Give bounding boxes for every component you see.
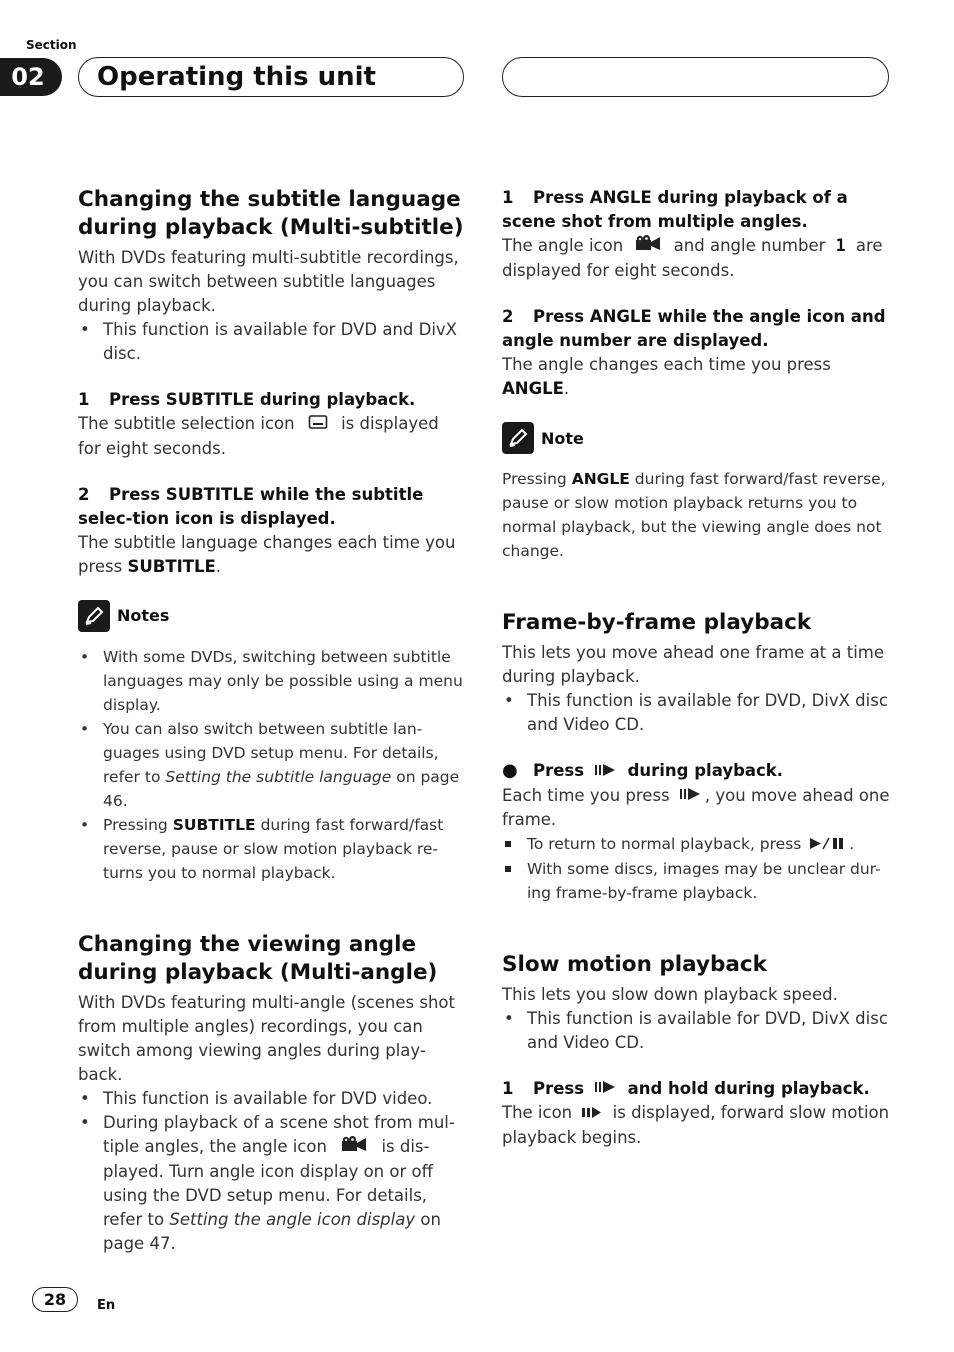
frame-bullet: • This function is available for DVD, DivX disc and Video CD. xyxy=(502,689,890,737)
frame-intro: This lets you move ahead one frame at a time during playback. xyxy=(502,643,885,686)
frame-sq-1 xyxy=(502,832,890,857)
text: The subtitle language changes each time you press xyxy=(78,532,456,576)
subtitle-intro: With DVDs featuring multi-subtitle recordings, you can switch between subtitle languages during playback. xyxy=(78,248,459,315)
text: , you move ahead one frame. xyxy=(502,785,890,829)
text: The angle icon xyxy=(502,236,624,255)
text: The icon xyxy=(502,1103,573,1122)
angle-step1 xyxy=(502,186,890,234)
text: during fast forward/fast reverse, pause or slow motion playback re-turns you to normal playback. xyxy=(103,815,444,882)
text: Pressing xyxy=(502,470,567,488)
note-title: Note xyxy=(541,428,584,448)
text: . xyxy=(563,379,570,398)
text: are displayed for eight seconds. xyxy=(502,236,883,280)
frame-advance-icon xyxy=(594,760,618,784)
frame-advance-icon xyxy=(594,1077,618,1101)
text: You can also switch between subtitle lan-guages using DVD setup menu. For details, refer to xyxy=(103,719,439,786)
angle-intro: With DVDs featuring multi-angle (scenes shot from multiple angles) recordings, you can switch among viewing angles during play-back. xyxy=(78,992,455,1084)
cross-reference: Setting the subtitle language xyxy=(165,767,392,786)
slow-bullet: • This function is available for DVD, DivX disc and Video CD. xyxy=(502,1007,890,1055)
angle-icon xyxy=(634,234,662,259)
cross-reference: Setting the angle icon display xyxy=(169,1209,416,1229)
angle-step2-text xyxy=(502,353,890,401)
frame-sq-2: With some discs, images may be unclear dur-ing frame-by-frame playback. xyxy=(502,857,890,905)
right-column xyxy=(502,186,890,1150)
angle-step2 xyxy=(502,305,890,353)
angle-step1-text xyxy=(502,234,890,283)
text: during fast forward/fast reverse, pause or slow motion playback returns you to normal playback, but the viewing angle does not change. xyxy=(502,470,886,560)
text: The subtitle selection icon xyxy=(78,414,295,433)
step-bullet-icon: ● xyxy=(502,760,518,781)
text: During playback of a scene shot from mul-tiple angles, the angle icon xyxy=(103,1112,455,1156)
subtitle-note-2 xyxy=(78,717,466,813)
notes-title: Notes xyxy=(117,606,170,625)
subtitle-step1-text xyxy=(78,412,466,461)
subtitle-bullet: • This function is available for DVD and DivX disc. xyxy=(78,318,466,366)
subtitle-step1 xyxy=(78,388,466,412)
text: Each time you press xyxy=(502,785,670,805)
text: during playback. xyxy=(627,761,784,780)
text: Press xyxy=(533,761,585,780)
left-column xyxy=(78,186,466,1256)
text: . xyxy=(215,556,222,576)
slow-step1-text xyxy=(502,1101,890,1150)
subtitle-heading: Changing the subtitle language during playback (Multi-subtitle) xyxy=(78,187,464,240)
step-number: 2 xyxy=(502,307,514,326)
slow-step1 xyxy=(502,1077,890,1102)
angle-bullet-1: • This function is available for DVD video. xyxy=(78,1087,466,1111)
angle-note-text xyxy=(502,467,890,563)
subtitle-step2 xyxy=(78,483,466,531)
subtitle-note-3 xyxy=(78,813,466,885)
slow-intro: This lets you slow down playback speed. xyxy=(502,984,838,1004)
text: is displayed, forward slow motion playback begins. xyxy=(502,1103,890,1147)
angle-note-header xyxy=(502,421,890,455)
subtitle-step2-text xyxy=(78,531,466,579)
text: Press xyxy=(533,1078,585,1098)
key-name: ANGLE xyxy=(502,379,564,398)
angle-heading: Changing the viewing angle during playback (Multi-angle) xyxy=(78,931,438,985)
header-right-box xyxy=(502,57,889,97)
page-number: 28 xyxy=(32,1287,78,1312)
frame-advance-icon xyxy=(679,784,703,808)
step-label: Press SUBTITLE during playback. xyxy=(109,390,416,409)
text: . xyxy=(849,835,855,853)
angle-number-glyph: 1 xyxy=(835,236,846,255)
frame-heading: Frame-by-frame playback xyxy=(502,610,812,635)
step-label: Press ANGLE during playback of a scene shot from multiple angles. xyxy=(502,188,848,231)
play-pause-icon xyxy=(809,833,849,857)
step-number: 1 xyxy=(502,188,514,207)
subtitle-notes-header xyxy=(78,599,466,633)
angle-icon xyxy=(340,1135,368,1160)
step-label: Press ANGLE while the angle icon and angle number are displayed. xyxy=(502,307,886,350)
step-number: 2 xyxy=(78,484,90,504)
note-pencil-icon xyxy=(502,422,534,454)
slow-motion-icon xyxy=(581,1102,603,1126)
text: is dis-played. Turn angle icon display on or off using the DVD setup menu. For details, refer to xyxy=(103,1136,433,1229)
page-title-text: Operating this unit xyxy=(97,62,376,92)
step-label: Press SUBTITLE while the subtitle selec-tion icon is displayed. xyxy=(78,484,424,528)
text: is displayed for eight seconds. xyxy=(78,414,439,458)
step-number: 1 xyxy=(502,1078,514,1098)
section-label: Section xyxy=(26,38,77,52)
step-number: 1 xyxy=(78,390,90,409)
slow-heading: Slow motion playback xyxy=(502,951,767,977)
text: on page 46. xyxy=(103,767,460,810)
text: and angle number xyxy=(673,236,826,255)
angle-bullet-2 xyxy=(78,1111,466,1256)
frame-step-text xyxy=(502,784,890,833)
text: and hold during playback. xyxy=(627,1078,870,1098)
subtitle-icon xyxy=(308,413,328,437)
text: on page 47. xyxy=(103,1209,441,1253)
language-label: En xyxy=(97,1298,116,1313)
section-number: 02 xyxy=(0,58,62,96)
key-name: SUBTITLE xyxy=(172,815,256,834)
frame-step xyxy=(502,759,890,784)
subtitle-note-1: • With some DVDs, switching between subtitle languages may only be possible using a menu display. xyxy=(78,645,466,717)
page-title xyxy=(78,57,464,97)
text: To return to normal playback, press xyxy=(527,835,802,853)
key-name: SUBTITLE xyxy=(127,556,216,576)
text: The angle changes each time you press xyxy=(502,355,831,374)
note-pencil-icon xyxy=(78,600,110,632)
key-name: ANGLE xyxy=(571,470,630,488)
text: Pressing xyxy=(103,815,168,834)
